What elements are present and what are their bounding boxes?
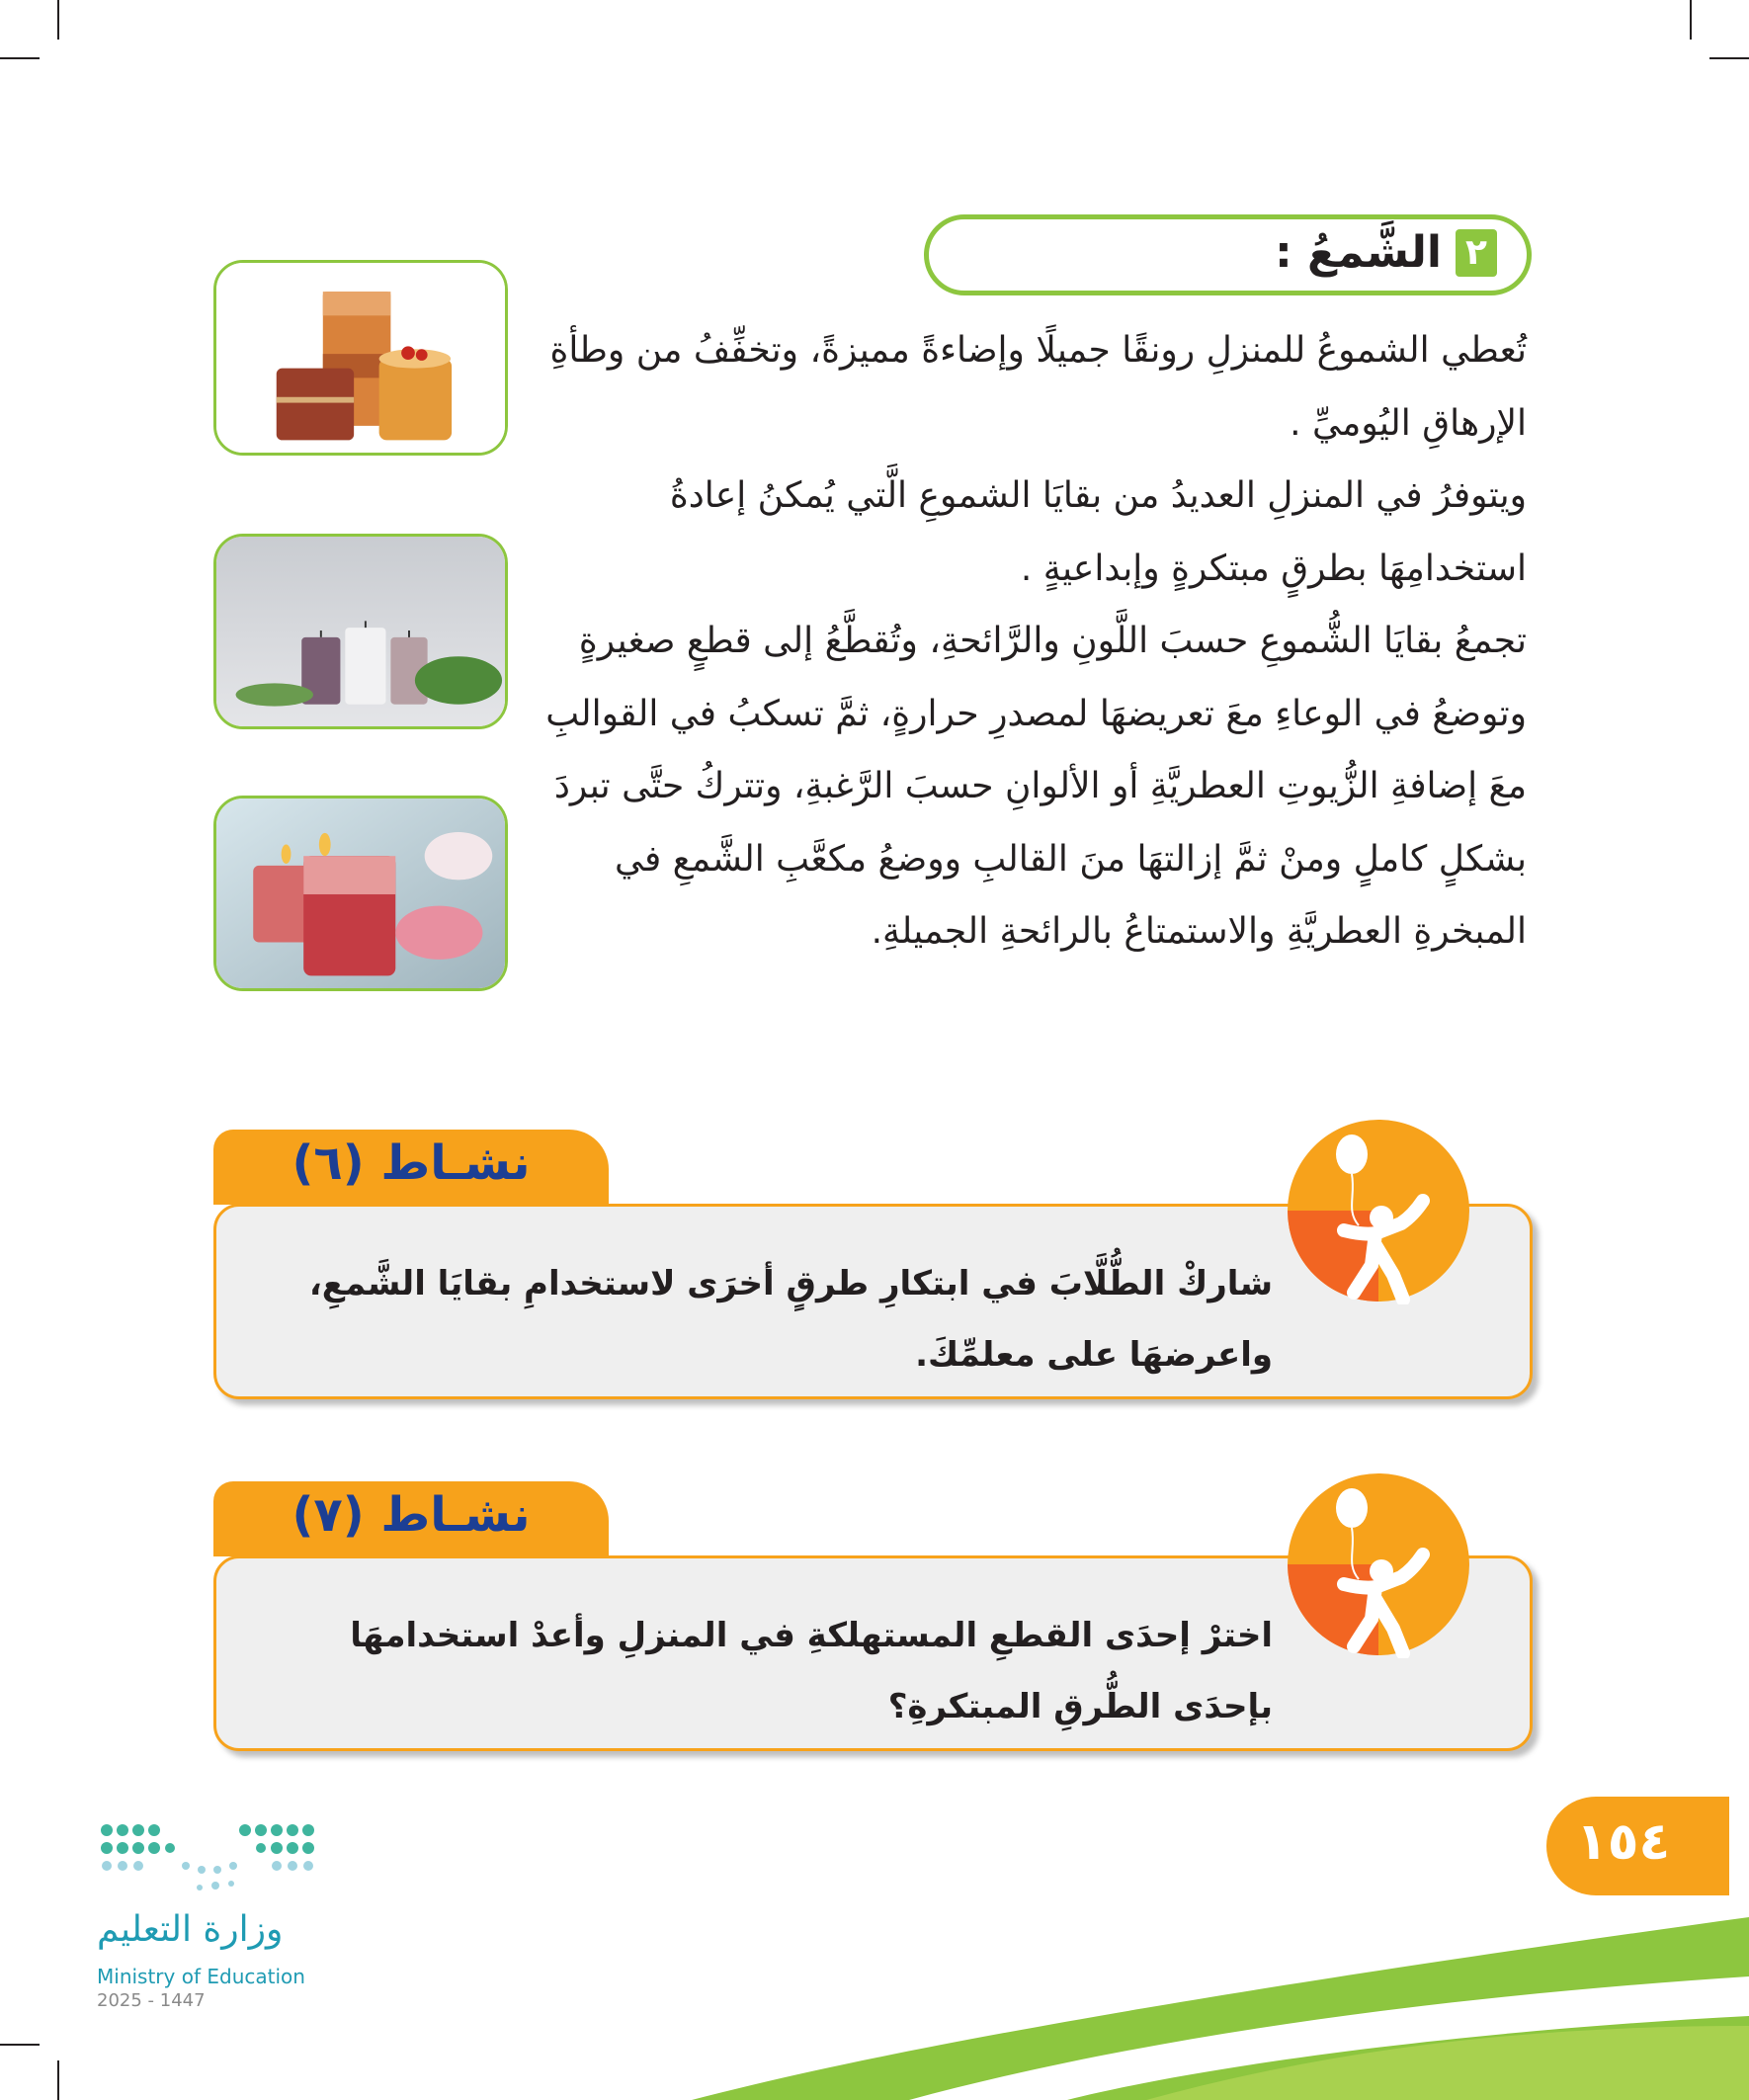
page-number: ١٥٤ — [1576, 1812, 1671, 1872]
crop-mark — [1690, 0, 1692, 40]
crop-mark — [57, 0, 59, 40]
green-swoosh-decoration — [652, 1897, 1749, 2100]
section-title: الشَّمعُ : — [1275, 227, 1442, 278]
section-number: ٢ — [1456, 229, 1497, 277]
crop-mark — [1709, 57, 1749, 59]
paragraph: تُعطي الشموعُ للمنزلِ رونقًا جميلًا وإضاءةً مميزةً، وتخفِّفُ من وطأةِ الإرهاقِ اليُوميِّ . — [549, 330, 1527, 444]
activity-text: شاركْ الطُّلَّابَ في ابتكارِ طرقٍ أخرَى لاستخدامِ بقايَا الشَّمعِ، واعرضهَا على معلمِّكَ. — [308, 1264, 1273, 1375]
ministry-arabic-name: وزارة التعليم — [97, 1909, 284, 1950]
body-text — [539, 314, 1527, 968]
ministry-logo — [89, 1818, 326, 2016]
crop-mark — [0, 57, 40, 59]
candle-photo-lilac — [213, 534, 508, 729]
activity-text: اخترْ إحدَى القطعِ المستهلكةِ في المنزلِ وأعدْ استخدامهَا بإحدَى الطُّرقِ المبتكرةِ؟ — [350, 1616, 1273, 1726]
paragraph: ويتوفرُ في المنزلِ العديدُ من بقايَا الشموعِ الَّتي يُمكنُ إعادةُ استخدامِهَا بطرقٍ مبتكرةٍ وإبداعيةٍ . — [669, 475, 1527, 589]
balloon-child-icon — [1285, 1117, 1472, 1304]
ministry-english-name: Ministry of Education — [97, 1965, 305, 1988]
ministry-dots-icon — [97, 1818, 324, 1897]
crop-mark — [57, 2060, 59, 2100]
balloon-child-icon — [1285, 1470, 1472, 1658]
section-header — [924, 214, 1532, 295]
candle-photo-orange — [213, 260, 508, 456]
activity-label: نشـاط (٧) — [292, 1487, 531, 1543]
section-title-row — [1275, 227, 1497, 278]
activity-label: نشـاط (٦) — [292, 1135, 531, 1191]
ministry-year: 2025 - 1447 — [97, 1990, 206, 2011]
activity-tab-7 — [213, 1481, 609, 1556]
paragraph: تجمعُ بقايَا الشُّموعِ حسبَ اللَّونِ والرَّائحةِ، وتُقطَّعُ إلى قطعٍ صغيرةٍ وتوضعُ في الوعاءِ معَ تعريضهَا لمصدرِ حرارةٍ، ثمَّ تسكبُ في القوالبِ معَ إضافةِ الزُّيوتِ العطريَّةِ أو الألوانِ حسبَ الرَّغبةِ، وتتركُ حتَّى تبردَ بشكلٍ كاملٍ ومنْ ثمَّ إزالتهَا منَ القالبِ ووضعُ مكعَّبِ الشَّمعِ في المبخرةِ العطريَّةِ والاستمتاعُ بالرائحةِ الجميلةِ. — [545, 621, 1527, 952]
candle-photo-pink — [213, 796, 508, 991]
page-number-badge — [1546, 1797, 1729, 1895]
activity-tab-6 — [213, 1130, 609, 1205]
crop-mark — [0, 2044, 40, 2046]
